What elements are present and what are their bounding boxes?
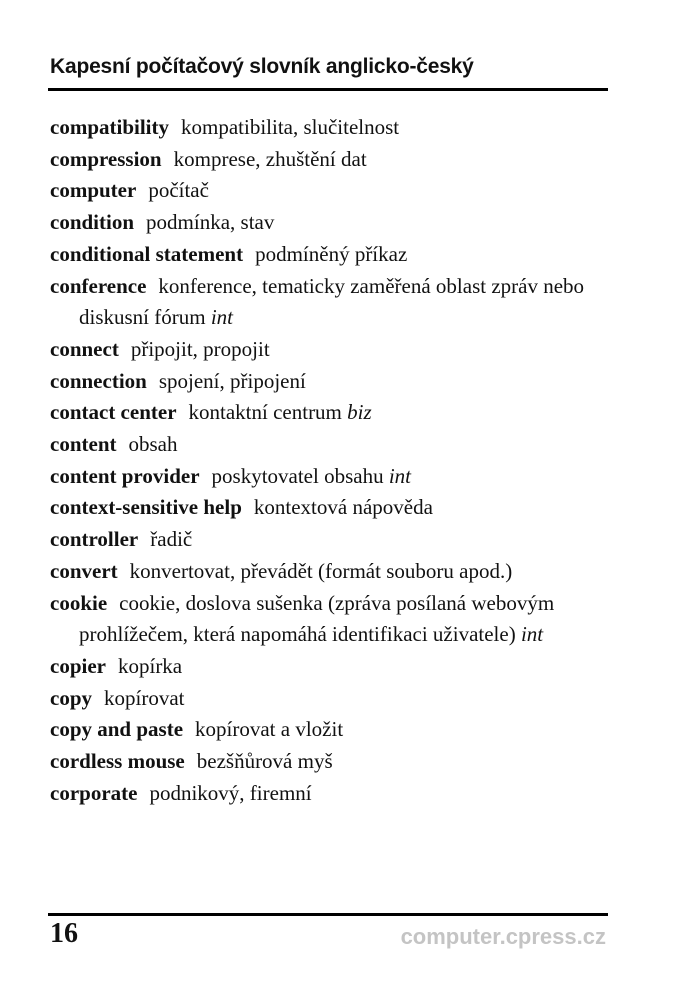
entry-definition: cookie, doslova sušenka (zpráva posílaná webovým prohlížečem, která napomáhá identifikaci uživatele) [79, 590, 555, 647]
entry-domain-tag: int [210, 305, 234, 330]
entry-term: compatibility [50, 115, 169, 139]
dictionary-entry [50, 461, 610, 493]
entry-definition: komprese, zhuštění dat [173, 146, 367, 171]
entry-term: condition [50, 210, 135, 235]
dictionary-entry [50, 524, 610, 556]
dictionary-entry [50, 397, 610, 429]
entry-definition: spojení, připojení [158, 368, 306, 393]
entry-definition: konference, tematicky zaměřená oblast zpráv nebo diskusní fórum [79, 273, 585, 330]
entry-term: content provider [50, 463, 200, 488]
entry-definition: kopírovat [104, 685, 185, 710]
entry-term: copier [50, 653, 106, 678]
dictionary-entry-list [50, 112, 610, 809]
footer-divider [48, 913, 608, 916]
entry-term: conditional statement [50, 241, 244, 266]
dictionary-entry [50, 746, 610, 778]
entry-term: compression [50, 146, 162, 171]
entry-domain-tag: int [520, 622, 544, 647]
dictionary-entry [50, 778, 610, 810]
entry-term: computer [50, 178, 137, 203]
entry-domain-tag: int [388, 463, 411, 488]
page-header-title: Kapesní počítačový slovník anglicko-český [50, 55, 474, 78]
dictionary-entry [50, 651, 610, 683]
entry-term: copy [50, 685, 92, 710]
dictionary-entry [50, 492, 610, 524]
dictionary-entry [50, 683, 610, 715]
entry-term: conference [50, 273, 147, 298]
entry-definition: podnikový, firemní [149, 780, 312, 805]
entry-definition: kopírka [117, 653, 183, 678]
entry-definition: kompatibilita, slučitelnost [181, 115, 400, 139]
entry-definition: kopírovat a vložit [195, 717, 344, 742]
dictionary-entry [50, 207, 610, 239]
dictionary-entry [50, 588, 610, 651]
dictionary-entry [50, 429, 610, 461]
page-number: 16 [50, 918, 78, 949]
entry-definition: obsah [128, 432, 178, 457]
publisher-site: computer.cpress.cz [400, 924, 606, 949]
entry-term: context-sensitive help [50, 495, 242, 520]
dictionary-entry [50, 366, 610, 398]
entry-definition: připojit, propojit [130, 336, 270, 361]
entry-term: contact center [50, 400, 177, 425]
entry-term: cordless mouse [50, 749, 185, 774]
dictionary-entry [50, 175, 610, 207]
dictionary-entry [50, 714, 610, 746]
entry-term: cookie [50, 590, 108, 615]
dictionary-entry [50, 112, 610, 144]
entry-definition: bezšňůrová myš [196, 749, 333, 774]
entry-term: content [50, 432, 117, 457]
dictionary-entry [50, 239, 610, 271]
dictionary-entry [50, 144, 610, 176]
entry-term: corporate [50, 780, 138, 805]
entry-domain-tag: biz [347, 400, 372, 425]
entry-definition: konvertovat, převádět (formát souboru apod.) [129, 558, 513, 583]
entry-definition: kontextová nápověda [253, 495, 433, 520]
entry-definition: kontaktní centrum [188, 400, 342, 425]
dictionary-entry [50, 556, 610, 588]
entry-definition: poskytovatel obsahu [211, 463, 384, 488]
entry-term: connect [50, 336, 119, 361]
entry-term: controller [50, 527, 139, 552]
entry-term: convert [50, 558, 118, 583]
entry-definition: podmíněný příkaz [255, 241, 408, 266]
dictionary-entry [50, 271, 610, 334]
entry-definition: řadič [150, 527, 193, 552]
header-divider [48, 88, 608, 91]
dictionary-entry [50, 334, 610, 366]
entry-definition: počítač [148, 178, 209, 203]
entry-term: connection [50, 368, 147, 393]
entry-term: copy and paste [50, 717, 184, 742]
entry-definition: podmínka, stav [146, 210, 275, 235]
